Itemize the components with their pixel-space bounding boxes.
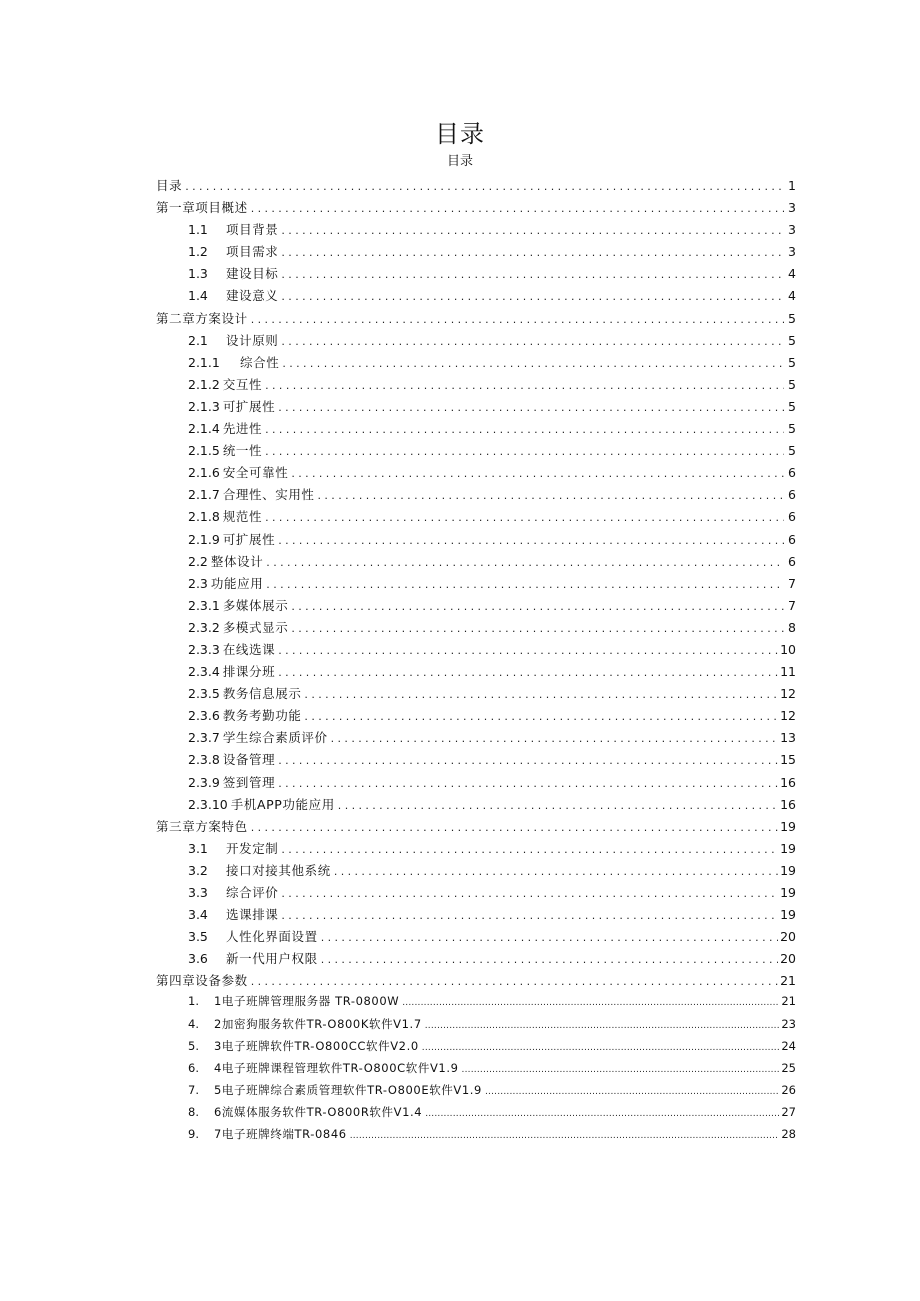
toc-entry-number: 2.1.3: [188, 398, 220, 414]
toc-entry[interactable]: [156, 264, 796, 286]
toc-entry-number: 5.: [188, 1038, 199, 1053]
toc-dot-leader: [485, 1087, 779, 1097]
toc-entry[interactable]: [156, 706, 796, 728]
toc-entry[interactable]: [156, 530, 796, 552]
toc-entry-number: 9.: [188, 1127, 199, 1142]
toc-entry-page-number: 6: [788, 487, 796, 503]
toc-entry-page-number: 5: [788, 398, 796, 414]
toc-entry-page-number: 16: [780, 774, 796, 790]
toc-dot-leader: [291, 622, 784, 635]
toc-dot-leader: [462, 1065, 780, 1075]
toc-entry-title: 5电子班牌综合素质管理软件TR-O800E软件V1.9: [214, 1082, 482, 1097]
toc-dot-leader: [425, 1109, 779, 1119]
toc-entry-number: 2.3.2: [188, 619, 220, 635]
toc-entry-number: 2.1.8: [188, 509, 220, 525]
toc-dot-leader: [278, 666, 778, 679]
toc-dot-leader: [266, 578, 784, 591]
toc-entry-page-number: 19: [780, 907, 796, 923]
toc-dot-leader: [265, 423, 784, 436]
toc-dot-leader: [318, 489, 784, 502]
toc-dot-leader: [331, 732, 778, 745]
toc-dot-leader: [350, 1131, 780, 1141]
toc-entry-title: 人性化界面设置: [226, 929, 318, 945]
toc-entry-page-number: 20: [780, 951, 796, 967]
toc-entry-number: 2.3.9: [188, 774, 220, 790]
toc-entry-page-number: 19: [780, 818, 796, 834]
toc-entry[interactable]: [156, 220, 796, 242]
toc-entry[interactable]: [156, 1038, 796, 1060]
toc-entry-title: 在线选课: [222, 641, 276, 657]
toc-entry-title: 1电子班牌管理服务器 TR-0800W: [214, 994, 400, 1009]
toc-entry-title: 手机APP功能应用: [230, 796, 335, 812]
toc-entry[interactable]: [156, 883, 796, 905]
toc-dot-leader: [251, 202, 784, 215]
toc-entry-title: 多媒体展示: [222, 597, 289, 613]
toc-entry-number: 1.4: [188, 288, 208, 304]
toc-entry-title: 6流媒体服务软件TR-O800R软件V1.4: [214, 1104, 423, 1119]
toc-entry-title: 先进性: [222, 421, 263, 437]
toc-entry-number: 2.1.2: [188, 376, 220, 392]
toc-dot-leader: [251, 313, 784, 326]
toc-entry-title: 统一性: [222, 443, 263, 459]
toc-entry-title: 第三章方案特色: [156, 818, 248, 834]
toc-dot-leader: [265, 445, 784, 458]
toc-entry[interactable]: [156, 176, 796, 198]
toc-entry-page-number: 21: [781, 994, 796, 1009]
toc-entry[interactable]: [156, 1016, 796, 1038]
toc-entry-page-number: 6: [788, 531, 796, 547]
toc-dot-leader: [278, 401, 784, 414]
toc-entry-page-number: 21: [780, 973, 796, 989]
toc-entry-page-number: 6: [788, 465, 796, 481]
toc-entry-title: 接口对接其他系统: [226, 862, 331, 878]
toc-entry[interactable]: [156, 1082, 796, 1104]
toc-dot-leader: [304, 688, 778, 701]
toc-entry[interactable]: [156, 817, 796, 839]
toc-entry-number: 3.2: [188, 862, 208, 878]
toc-entry[interactable]: [156, 750, 796, 772]
toc-entry-number: 2.3.6: [188, 708, 220, 724]
toc-entry-page-number: 5: [788, 310, 796, 326]
toc-entry-page-number: 12: [780, 686, 796, 702]
toc-entry-page-number: 4: [788, 288, 796, 304]
toc-entry-page-number: 1: [788, 178, 796, 193]
toc-dot-leader: [334, 865, 778, 878]
toc-entry[interactable]: [156, 463, 796, 485]
toc-entry-title: 项目背景: [226, 222, 279, 238]
toc-entry-page-number: 12: [780, 708, 796, 724]
toc-entry-title: 建设目标: [226, 266, 279, 282]
toc-entry[interactable]: [156, 662, 796, 684]
toc-entry-title: 合理性、实用性: [222, 487, 315, 503]
toc-dot-leader: [278, 644, 778, 657]
toc-entry-title: 2加密狗服务软件TR-O800K软件V1.7: [214, 1016, 422, 1031]
toc-entry[interactable]: [156, 441, 796, 463]
toc-entry-number: 2.3.5: [188, 686, 220, 702]
toc-dot-leader: [281, 268, 784, 281]
toc-entry[interactable]: [156, 596, 796, 618]
toc-entry-page-number: 3: [788, 222, 796, 238]
toc-entry-page-number: 3: [788, 200, 796, 216]
toc-entry-page-number: 7: [788, 575, 796, 591]
toc-entry-title: 7电子班牌终端TR-0846: [214, 1127, 347, 1142]
toc-dot-leader: [291, 600, 784, 613]
toc-entry[interactable]: [156, 419, 796, 441]
toc-entry-title: 学生综合素质评价: [222, 730, 328, 746]
toc-entry-page-number: 27: [781, 1104, 796, 1119]
toc-entry-page-number: 6: [788, 553, 796, 569]
toc-entry-title: 设计原则: [226, 332, 279, 348]
toc-entry-title: 交互性: [222, 376, 263, 392]
toc-entry-number: 2.1.4: [188, 421, 220, 437]
toc-entry-page-number: 4: [788, 266, 796, 282]
toc-dot-leader: [281, 224, 784, 237]
toc-entry-number: 7.: [188, 1082, 199, 1097]
toc-entry[interactable]: [156, 773, 796, 795]
toc-entry-title: 教务考勤功能: [222, 708, 302, 724]
toc-entry[interactable]: [156, 949, 796, 971]
toc-entry-number: 2.1: [188, 332, 208, 348]
toc-entry-number: 3.6: [188, 951, 208, 967]
toc-dot-leader: [321, 931, 778, 944]
toc-dot-leader: [278, 777, 778, 790]
toc-entry-title: 可扩展性: [222, 531, 276, 547]
toc-entry-page-number: 7: [788, 597, 796, 613]
toc-entry-number: 1.2: [188, 244, 208, 260]
toc-entry-number: 1.3: [188, 266, 208, 282]
toc-entry-page-number: 19: [780, 840, 796, 856]
toc-entry-page-number: 5: [788, 376, 796, 392]
toc-entry[interactable]: [156, 242, 796, 264]
toc-dot-leader: [278, 754, 778, 767]
toc-entry-number: 4.: [188, 1016, 199, 1031]
toc-entry[interactable]: [156, 684, 796, 706]
toc-dot-leader: [425, 1021, 780, 1031]
toc-entry-page-number: 5: [788, 332, 796, 348]
toc-entry-page-number: 23: [781, 1016, 796, 1031]
toc-dot-leader: [402, 998, 779, 1008]
toc-entry-number: 2.3.8: [188, 752, 220, 768]
toc-dot-leader: [281, 290, 784, 303]
toc-entry-page-number: 25: [781, 1060, 796, 1075]
toc-entry-title: 教务信息展示: [222, 686, 302, 702]
toc-entry-page-number: 3: [788, 244, 796, 260]
toc-entry-page-number: 19: [780, 862, 796, 878]
toc-entry[interactable]: [156, 839, 796, 861]
page-title: 目录: [435, 120, 485, 148]
toc-entry-title: 3电子班牌软件TR-O800CC软件V2.0: [214, 1038, 419, 1053]
toc-entry-title: 功能应用: [210, 575, 264, 591]
toc-entry[interactable]: [156, 353, 796, 375]
toc-entry-title: 排课分班: [222, 664, 276, 680]
toc-entry[interactable]: [156, 485, 796, 507]
toc-dot-leader: [266, 556, 784, 569]
toc-entry-page-number: 11: [780, 664, 796, 680]
toc-entry[interactable]: [156, 618, 796, 640]
toc-entry-title: 可扩展性: [222, 398, 276, 414]
toc-entry-title: 签到管理: [222, 774, 276, 790]
table-of-contents: [156, 176, 796, 1148]
toc-entry-number: 2.1.5: [188, 443, 220, 459]
toc-entry-title: 设备管理: [222, 752, 276, 768]
toc-dot-leader: [281, 246, 784, 259]
toc-dot-leader: [422, 1043, 780, 1053]
page-subtitle: 目录: [446, 154, 473, 169]
toc-entry-page-number: 26: [781, 1082, 796, 1097]
toc-entry-number: 2.1.9: [188, 531, 220, 547]
toc-entry-title: 目录: [156, 178, 183, 193]
toc-entry-title: 选课排课: [226, 907, 279, 923]
toc-entry-title: 综合性: [240, 354, 280, 370]
toc-dot-leader: [185, 180, 784, 193]
toc-entry-title: 4电子班牌课程管理软件TR-O800C软件V1.9: [214, 1060, 459, 1075]
toc-dot-leader: [281, 909, 778, 922]
toc-entry-page-number: 10: [780, 641, 796, 657]
toc-entry[interactable]: [156, 309, 796, 331]
toc-entry[interactable]: [156, 198, 796, 220]
toc-entry-page-number: 6: [788, 509, 796, 525]
toc-entry-page-number: 20: [780, 929, 796, 945]
toc-entry-number: 2.2: [188, 553, 208, 569]
toc-dot-leader: [281, 335, 784, 348]
toc-entry-page-number: 5: [788, 443, 796, 459]
toc-entry[interactable]: [156, 375, 796, 397]
toc-entry-number: 3.3: [188, 885, 208, 900]
toc-entry[interactable]: [156, 331, 796, 353]
toc-entry-number: 2.1.1: [188, 354, 220, 370]
toc-entry-number: 1.: [188, 994, 199, 1009]
toc-entry-title: 整体设计: [210, 553, 264, 569]
toc-entry-number: 2.1.6: [188, 465, 220, 481]
toc-entry-number: 2.3.1: [188, 597, 220, 613]
toc-entry[interactable]: [156, 795, 796, 817]
toc-entry-title: 新一代用户权限: [226, 951, 318, 967]
toc-entry-page-number: 28: [781, 1127, 796, 1142]
toc-entry[interactable]: [156, 993, 796, 1015]
toc-entry-title: 开发定制: [226, 840, 279, 856]
toc-entry-number: 2.3: [188, 575, 208, 591]
toc-entry[interactable]: [156, 574, 796, 596]
toc-entry-title: 综合评价: [226, 885, 279, 900]
toc-entry[interactable]: [156, 728, 796, 750]
toc-dot-leader: [321, 953, 778, 966]
toc-entry-page-number: 5: [788, 421, 796, 437]
toc-entry-number: 2.1.7: [188, 487, 220, 503]
toc-dot-leader: [265, 511, 784, 524]
toc-entry[interactable]: [156, 1104, 796, 1126]
toc-dot-leader: [304, 710, 778, 723]
toc-entry[interactable]: [156, 927, 796, 949]
toc-entry-page-number: 5: [788, 354, 796, 370]
toc-entry-title: 建设意义: [226, 288, 279, 304]
toc-entry-page-number: 15: [780, 752, 796, 768]
toc-entry-number: 2.3.10: [188, 796, 228, 812]
toc-entry-title: 第一章项目概述: [156, 200, 248, 216]
toc-entry-number: 2.3.7: [188, 730, 220, 746]
toc-entry[interactable]: [156, 507, 796, 529]
toc-entry-number: 1.1: [188, 222, 208, 238]
toc-entry-page-number: 8: [788, 619, 796, 635]
toc-dot-leader: [281, 843, 778, 856]
toc-entry[interactable]: [156, 971, 796, 993]
toc-entry-number: 3.4: [188, 907, 208, 923]
toc-entry-title: 多模式显示: [222, 619, 289, 635]
toc-dot-leader: [278, 534, 784, 547]
toc-entry-title: 第四章设备参数: [156, 973, 248, 989]
toc-entry-number: 2.3.3: [188, 641, 220, 657]
toc-entry-title: 安全可靠性: [222, 465, 289, 481]
toc-dot-leader: [291, 467, 784, 480]
toc-entry[interactable]: [156, 861, 796, 883]
toc-entry-number: 8.: [188, 1104, 199, 1119]
toc-entry-number: 2.3.4: [188, 664, 220, 680]
toc-entry[interactable]: [156, 552, 796, 574]
toc-entry-title: 第二章方案设计: [156, 310, 248, 326]
toc-entry-page-number: 16: [780, 796, 796, 812]
toc-entry-page-number: 24: [781, 1038, 796, 1053]
toc-dot-leader: [338, 799, 778, 812]
toc-dot-leader: [251, 975, 778, 988]
toc-entry[interactable]: [156, 905, 796, 927]
toc-entry-number: 3.1: [188, 840, 208, 856]
toc-dot-leader: [265, 379, 784, 392]
toc-entry-title: 项目需求: [226, 244, 279, 260]
toc-entry-page-number: 19: [780, 885, 796, 900]
toc-entry-page-number: 13: [780, 730, 796, 746]
toc-dot-leader: [251, 821, 778, 834]
toc-entry[interactable]: [156, 286, 796, 308]
toc-entry[interactable]: [156, 1060, 796, 1082]
toc-entry-number: 6.: [188, 1060, 199, 1075]
toc-entry-number: 3.5: [188, 929, 208, 945]
toc-dot-leader: [281, 887, 778, 900]
toc-entry[interactable]: [156, 397, 796, 419]
toc-entry-title: 规范性: [222, 509, 263, 525]
toc-entry[interactable]: [156, 1126, 796, 1148]
toc-entry[interactable]: [156, 640, 796, 662]
toc-dot-leader: [282, 357, 784, 370]
